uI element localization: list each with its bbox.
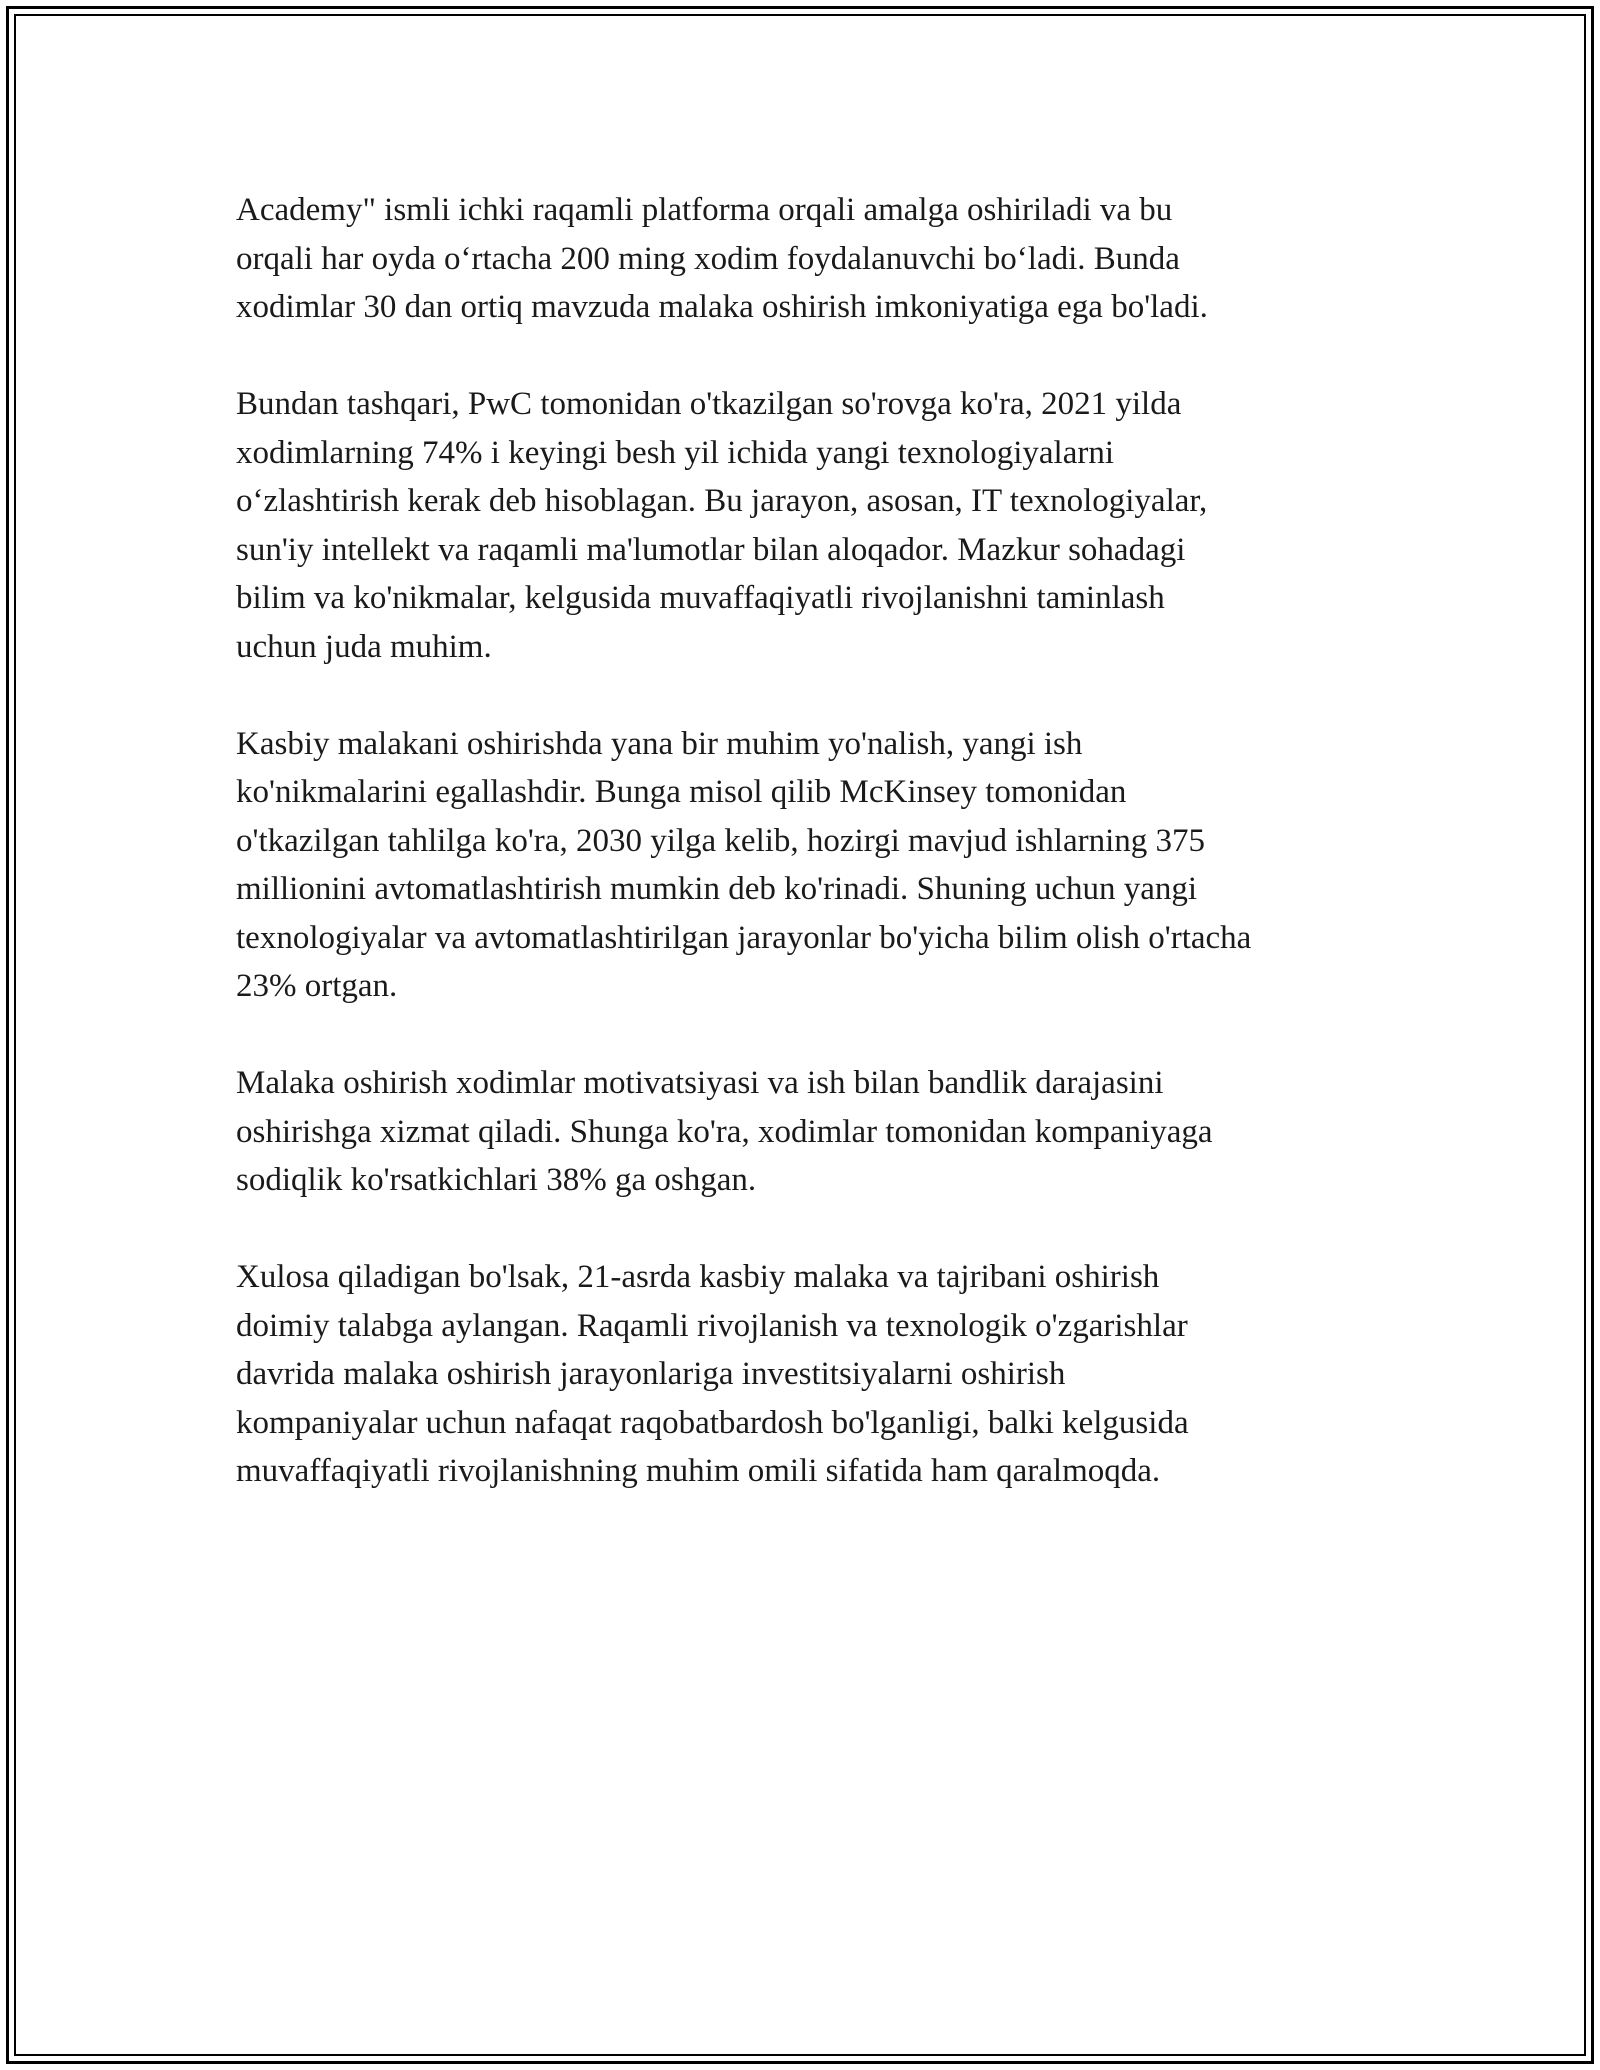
text-line: Malaka oshirish xodimlar motivatsiyasi va ish bilan bandlik darajasini [236,1065,1164,1101]
text-line: kompaniyalar uchun nafaqat raqobatbardosh bo'lganligi, balki kelgusida [236,1404,1189,1441]
text-line: sun'iy intellekt va raqamli ma'lumotlar bilan aloqador. Mazkur sohadagi [236,531,1186,568]
text-line: xodimlarning 74% i keyingi besh yil ichida yangi texnologiyalarni [236,434,1114,471]
text-line: ko'nikmalarini egallashdir. Bunga misol qilib McKinsey tomonidan [236,774,1127,810]
paragraph-conclusion [236,1253,1376,1496]
text-line: Academy" ismli ichki raqamli platforma orqali amalga oshiriladi va bu [236,192,1173,228]
text-line: texnologiyalar va avtomatlashtirilgan jarayonlar bo'yicha bilim olish o'rtacha [236,919,1252,956]
text-line: Xulosa qiladigan bo'lsak, 21-asrda kasbiy malaka va tajribani oshirish [236,1259,1160,1295]
text-line: o'tkazilgan tahlilga ko'ra, 2030 yilga kelib, hozirgi mavjud ishlarning 375 [236,822,1206,859]
paragraph-academy-platform [236,186,1376,332]
text-line: 23% ortgan. [236,968,398,1004]
text-line: davrida malaka oshirish jarayonlariga investitsiyalarni oshirish [236,1356,1066,1392]
text-line: doimiy talabga aylangan. Raqamli rivojlanish va texnologik o'zgarishlar [236,1307,1188,1344]
text-line: xodimlar 30 dan ortiq mavzuda malaka oshirish imkoniyatiga ega bo'ladi. [236,289,1208,325]
text-line: o‘zlashtirish kerak deb hisoblagan. Bu jarayon, asosan, IT texnologiyalar, [236,483,1208,519]
text-line: muvaffaqiyatli rivojlanishning muhim omili sifatida ham qaralmoqda. [236,1453,1161,1489]
text-line: uchun juda muhim. [236,628,492,665]
text-line: orqali har oyda o‘rtacha 200 ming xodim foydalanuvchi bo‘ladi. Bunda [236,240,1180,277]
text-line: Bundan tashqari, PwC tomonidan o'tkazilgan so'rovga ko'ra, 2021 yilda [236,386,1182,422]
paragraph-motivation [236,1059,1376,1205]
text-line: sodiqlik ko'rsatkichlari 38% ga oshgan. [236,1162,757,1198]
text-line: bilim va ko'nikmalar, kelgusida muvaffaqiyatli rivojlanishni taminlash [236,580,1165,616]
text-line: oshirishga xizmat qiladi. Shunga ko'ra, xodimlar tomonidan kompaniyaga [236,1113,1213,1150]
paragraph-mckinsey-analysis [236,720,1376,1011]
text-line: Kasbiy malakani oshirishda yana bir muhim yo'nalish, yangi ish [236,725,1083,762]
text-line: millionini avtomatlashtirish mumkin deb ko'rinadi. Shuning uchun yangi [236,871,1198,907]
document-body [236,186,1376,1544]
paragraph-pwc-survey [236,380,1376,671]
